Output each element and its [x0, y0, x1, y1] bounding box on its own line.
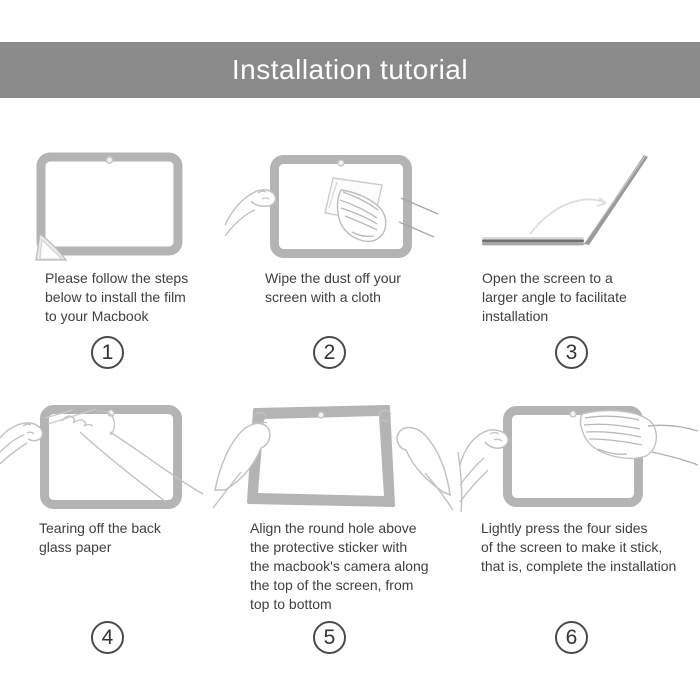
step-number-badge: 1: [91, 336, 124, 369]
open-laptop-illustration: [460, 140, 700, 265]
step-caption: Please follow the steps below to install the film to your Macbook: [45, 270, 189, 324]
header-banner: [0, 42, 700, 98]
step-1-panel: [0, 140, 225, 369]
step-caption: Wipe the dust off your screen with a cloth: [265, 270, 401, 305]
press-screen-illustration: [460, 390, 700, 515]
steps-row-1: [0, 140, 700, 369]
wipe-screen-illustration: [225, 140, 460, 265]
tear-back-paper-illustration: [0, 390, 225, 515]
step-caption: Tearing off the back glass paper: [39, 520, 161, 555]
align-film-illustration: [225, 390, 460, 515]
steps-row-2: [0, 390, 700, 654]
step-number-badge: 5: [313, 621, 346, 654]
step-number-badge: 6: [555, 621, 588, 654]
page-title: Installation tutorial: [231, 54, 469, 85]
step-caption: Open the screen to a larger angle to facilitate installation: [482, 270, 627, 324]
step-number-badge: 4: [91, 621, 124, 654]
step-2-panel: [225, 140, 460, 369]
step-3-panel: [460, 140, 700, 369]
step-number-badge: 2: [313, 336, 346, 369]
step-caption: Lightly press the four sides of the screen to make it stick, that is, complete the installation: [481, 520, 677, 574]
step-number-badge: 3: [555, 336, 588, 369]
step-4-panel: [0, 390, 225, 654]
step-caption: Align the round hole above the protective sticker with the macbook's camera along the top of the screen, from top to bottom: [250, 520, 429, 612]
film-peeling-corner-illustration: [0, 140, 225, 265]
step-6-panel: [460, 390, 700, 654]
camera-hole-icon: [106, 157, 112, 163]
step-5-panel: [225, 390, 460, 654]
